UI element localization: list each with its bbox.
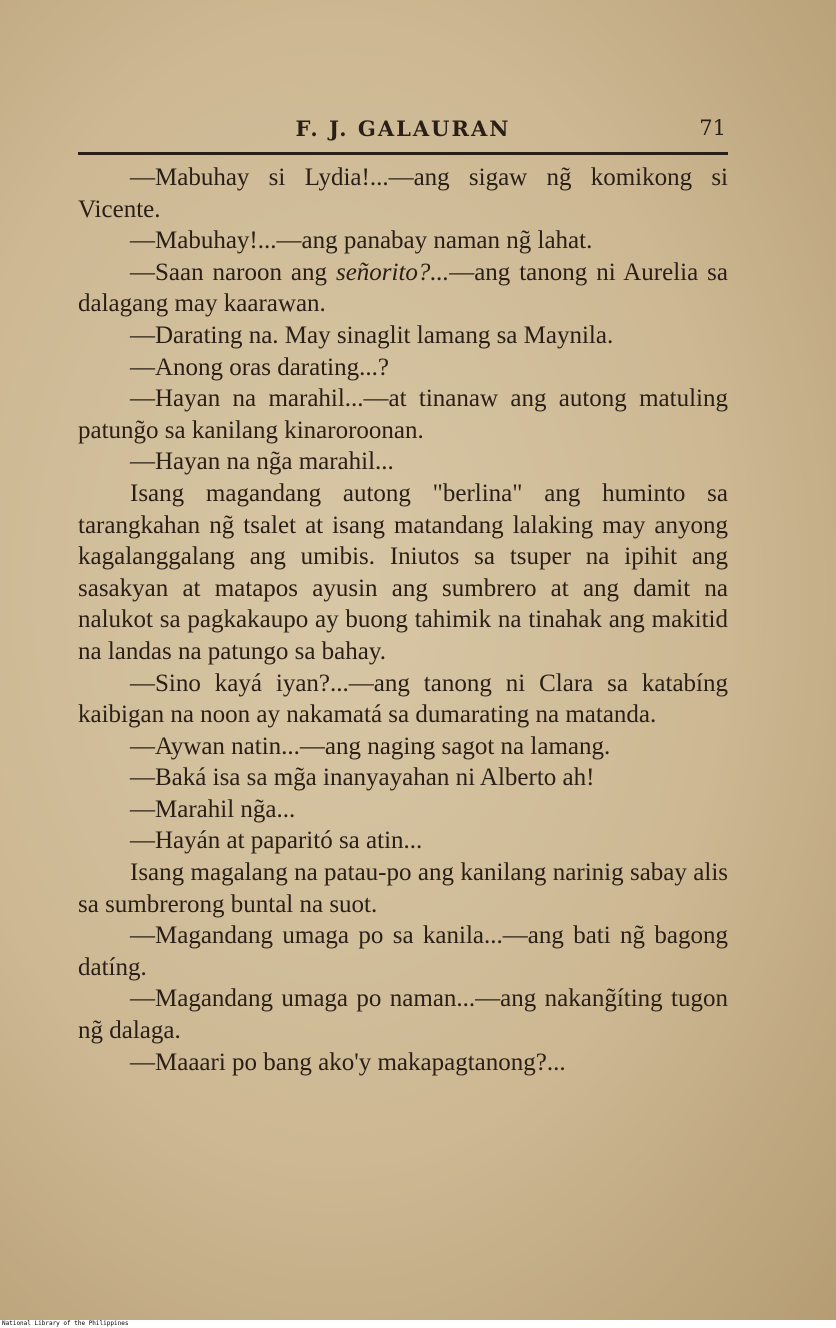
paragraph: —Mabuhay si Lydia!...—ang sigaw ng̃ komikong si Vicente. — [78, 164, 728, 223]
paragraph-text: —ang tanong ni Aurelia sa dalagang may kaarawan. — [78, 258, 728, 318]
page-number: 71 — [699, 116, 726, 140]
paragraph: —Anong oras darating...? — [130, 353, 389, 381]
paragraph: —Baká isa sa mg̃a inanyayahan ni Alberto ah! — [130, 764, 595, 792]
paragraph: —Darating na. May sinaglit lamang sa Maynila. — [130, 321, 614, 349]
paragraph: Isang magandang autong "berlina" ang huminto sa tarangkahan ng̃ tsalet at isang matandang lalaking may anyong kagalanggalang ang umibis. Iniutos sa tsuper na ipihit ang sasakyan at matapos ayusin ang sumbrero at ang damit na nalukot sa pagkakaupo ay buong tahimik na tinahak ang makitid na landas na patungo sa bahay. — [78, 479, 728, 665]
paragraph: —Magandang umaga po sa kanila...—ang bati ng̃ bagong datíng. — [78, 922, 728, 981]
paragraph: Isang magalang na patau-po ang kanilang narinig sabay alis sa sumbrerong buntal na suot. — [78, 859, 728, 918]
italic-word: señorito?... — [335, 258, 450, 286]
paragraph: —Hayan na ng̃a marahil... — [130, 448, 394, 476]
paragraph-text: —Saan naroon ang — [130, 258, 336, 286]
paragraph: —Magandang umaga po naman...—ang nakang̃íting tugon ng̃ dalaga. — [78, 985, 728, 1045]
body-text — [78, 162, 728, 1078]
running-head: F. J. GALAURAN — [295, 116, 511, 141]
paragraph: —Hayán at paparitó sa atin... — [130, 827, 423, 855]
paragraph: —Marahil ng̃a... — [130, 795, 296, 823]
paragraph: —Maaari po bang ako'y makapagtanong?... — [130, 1048, 566, 1076]
paragraph: —Sino kayá iyan?...—ang tanong ni Clara sa katabíng kaibigan na noon ay nakamatá sa dumarating na matanda. — [78, 669, 728, 729]
paragraph: —Aywan natin...—ang naging sagot na lamang. — [130, 732, 611, 760]
page-header — [78, 116, 728, 155]
paragraph: —Mabuhay!...—ang panabay naman ng̃ lahat. — [130, 227, 593, 255]
paragraph — [78, 257, 728, 320]
paragraph: —Hayan na marahil...—at tinanaw ang autong matuling patung̃o sa kanilang kinaroroonan. — [78, 385, 728, 444]
library-credit: National Library of the Philippines — [2, 1320, 129, 1327]
